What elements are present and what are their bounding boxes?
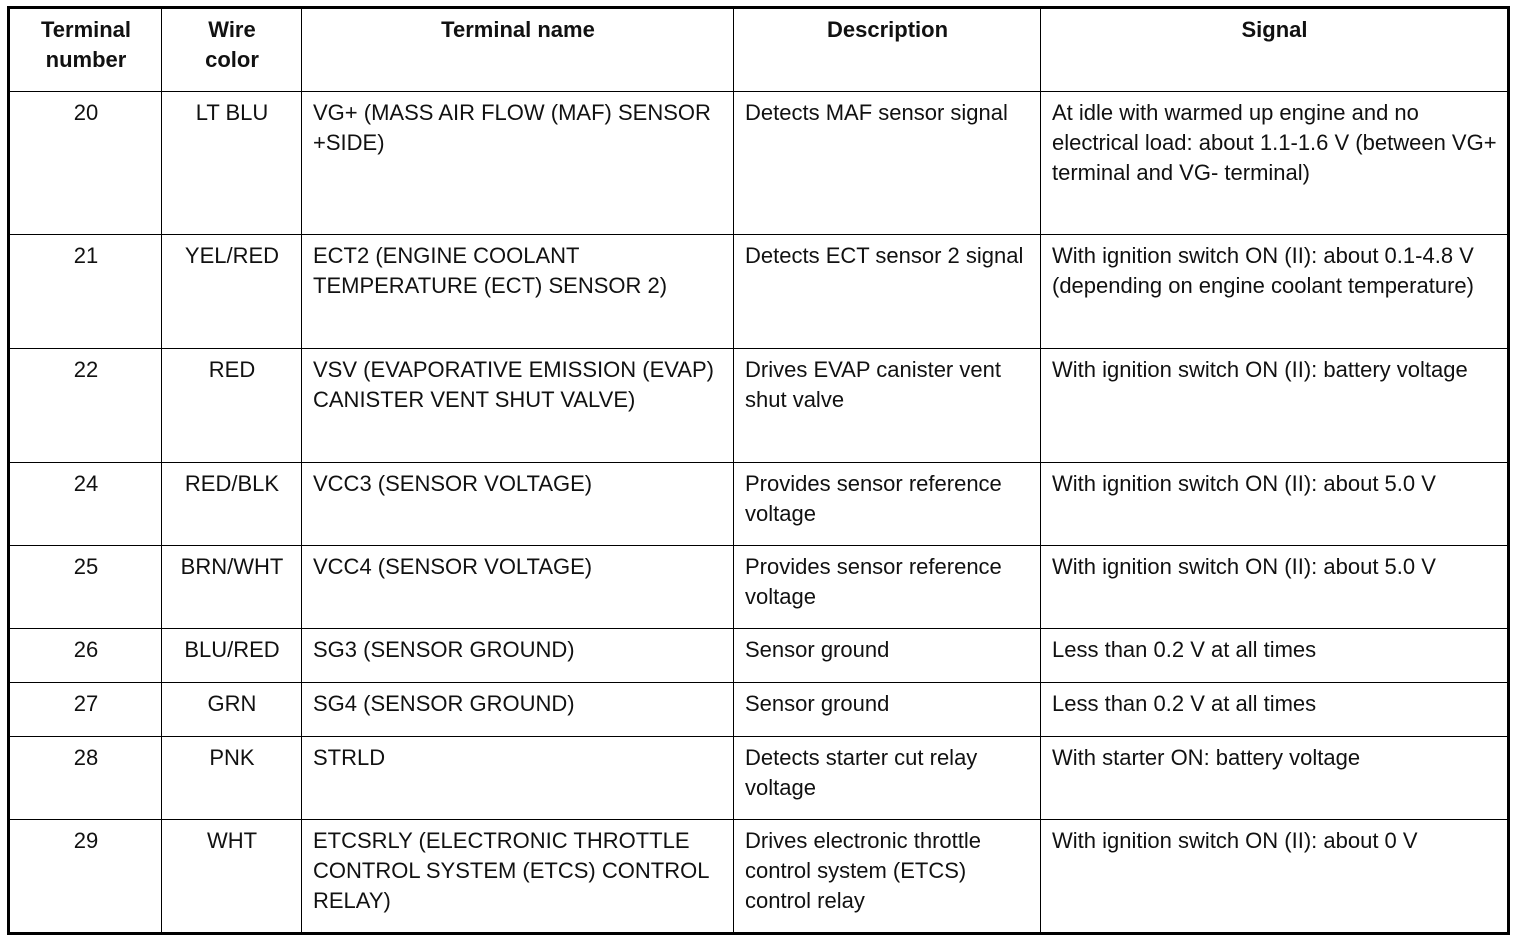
terminal-number-cell: 29 bbox=[9, 820, 162, 934]
terminal-name-cell: VCC4 (SENSOR VOLTAGE) bbox=[302, 546, 734, 629]
terminal-name-cell: SG3 (SENSOR GROUND) bbox=[302, 629, 734, 683]
header-terminal-number: Terminal number bbox=[9, 8, 162, 92]
signal-cell: Less than 0.2 V at all times bbox=[1041, 629, 1509, 683]
signal-cell: With ignition switch ON (II): battery voltage bbox=[1041, 349, 1509, 463]
terminal-number-cell: 22 bbox=[9, 349, 162, 463]
wire-color-cell: WHT bbox=[162, 820, 302, 934]
table-row bbox=[9, 683, 1509, 737]
terminal-number-cell: 27 bbox=[9, 683, 162, 737]
description-cell: Detects starter cut relay voltage bbox=[734, 737, 1041, 820]
signal-cell: At idle with warmed up engine and no electrical load: about 1.1-1.6 V (between VG+ terminal and VG- terminal) bbox=[1041, 92, 1509, 235]
wire-color-cell: GRN bbox=[162, 683, 302, 737]
table-row bbox=[9, 92, 1509, 235]
description-cell: Provides sensor reference voltage bbox=[734, 463, 1041, 546]
terminal-table bbox=[7, 6, 1510, 935]
description-cell: Detects ECT sensor 2 signal bbox=[734, 235, 1041, 349]
terminal-number-cell: 20 bbox=[9, 92, 162, 235]
header-signal: Signal bbox=[1041, 8, 1509, 92]
terminal-number-cell: 25 bbox=[9, 546, 162, 629]
terminal-number-cell: 21 bbox=[9, 235, 162, 349]
table-row bbox=[9, 463, 1509, 546]
header-wire-color: Wire color bbox=[162, 8, 302, 92]
description-cell: Sensor ground bbox=[734, 629, 1041, 683]
signal-cell: With ignition switch ON (II): about 5.0 V bbox=[1041, 546, 1509, 629]
header-description: Description bbox=[734, 8, 1041, 92]
wire-color-cell: PNK bbox=[162, 737, 302, 820]
description-cell: Sensor ground bbox=[734, 683, 1041, 737]
terminal-name-cell: ECT2 (ENGINE COOLANT TEMPERATURE (ECT) SENSOR 2) bbox=[302, 235, 734, 349]
wire-color-cell: LT BLU bbox=[162, 92, 302, 235]
table-row bbox=[9, 629, 1509, 683]
table-header-row bbox=[9, 8, 1509, 92]
header-terminal-name: Terminal name bbox=[302, 8, 734, 92]
description-cell: Detects MAF sensor signal bbox=[734, 92, 1041, 235]
wire-color-cell: BRN/WHT bbox=[162, 546, 302, 629]
table-row bbox=[9, 820, 1509, 934]
wire-color-cell: RED/BLK bbox=[162, 463, 302, 546]
description-cell: Drives EVAP canister vent shut valve bbox=[734, 349, 1041, 463]
wire-color-cell: BLU/RED bbox=[162, 629, 302, 683]
signal-cell: Less than 0.2 V at all times bbox=[1041, 683, 1509, 737]
signal-cell: With ignition switch ON (II): about 5.0 V bbox=[1041, 463, 1509, 546]
terminal-number-cell: 24 bbox=[9, 463, 162, 546]
table-row bbox=[9, 349, 1509, 463]
terminal-name-cell: ETCSRLY (ELECTRONIC THROTTLE CONTROL SYSTEM (ETCS) CONTROL RELAY) bbox=[302, 820, 734, 934]
signal-cell: With ignition switch ON (II): about 0.1-4.8 V (depending on engine coolant temperature) bbox=[1041, 235, 1509, 349]
table-row bbox=[9, 546, 1509, 629]
terminal-number-cell: 28 bbox=[9, 737, 162, 820]
table-row bbox=[9, 737, 1509, 820]
terminal-name-cell: STRLD bbox=[302, 737, 734, 820]
terminal-name-cell: VCC3 (SENSOR VOLTAGE) bbox=[302, 463, 734, 546]
description-cell: Provides sensor reference voltage bbox=[734, 546, 1041, 629]
signal-cell: With starter ON: battery voltage bbox=[1041, 737, 1509, 820]
wire-color-cell: RED bbox=[162, 349, 302, 463]
terminal-name-cell: SG4 (SENSOR GROUND) bbox=[302, 683, 734, 737]
signal-cell: With ignition switch ON (II): about 0 V bbox=[1041, 820, 1509, 934]
table-row bbox=[9, 235, 1509, 349]
wire-color-cell: YEL/RED bbox=[162, 235, 302, 349]
terminal-name-cell: VG+ (MASS AIR FLOW (MAF) SENSOR +SIDE) bbox=[302, 92, 734, 235]
terminal-name-cell: VSV (EVAPORATIVE EMISSION (EVAP) CANISTER VENT SHUT VALVE) bbox=[302, 349, 734, 463]
terminal-number-cell: 26 bbox=[9, 629, 162, 683]
description-cell: Drives electronic throttle control system (ETCS) control relay bbox=[734, 820, 1041, 934]
